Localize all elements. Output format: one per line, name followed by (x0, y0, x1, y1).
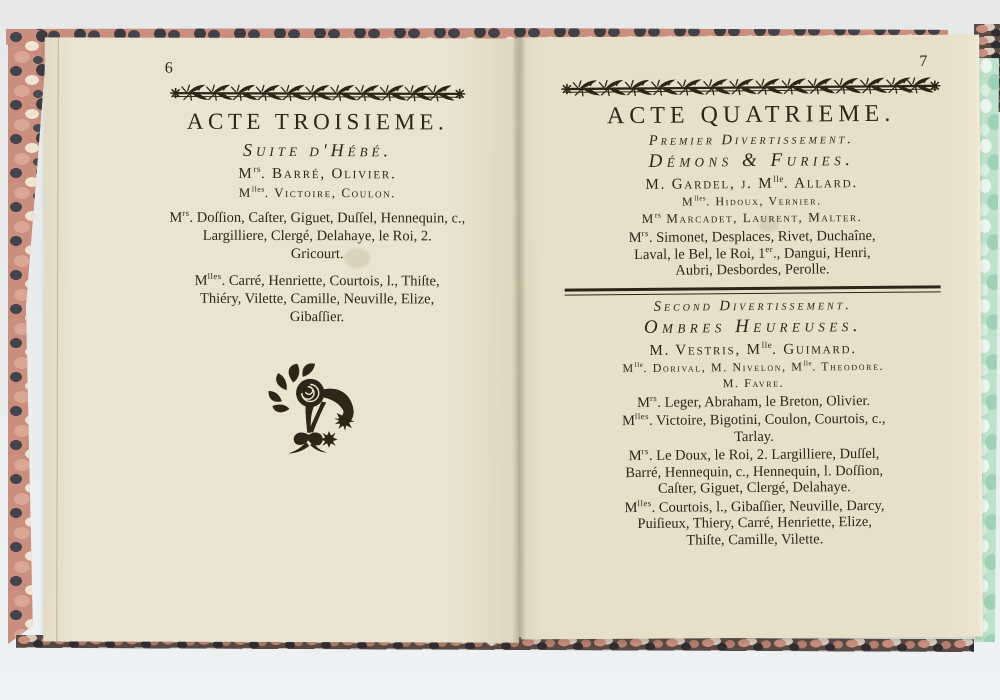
text-segment: M (194, 272, 208, 289)
superscript-abbreviation: rs (654, 210, 662, 220)
text-segment: M. Gardel, j. M (645, 175, 774, 193)
text-line (560, 427, 948, 447)
text-segment: Thiéry, Vilette, Camille, Neuville, Elize, (199, 290, 435, 308)
ombres-heureuses-title: Ombres Heureuses. (643, 314, 863, 338)
vestris-guimard-line (559, 340, 947, 360)
text-segment: M (238, 184, 252, 200)
text-segment: . Allard. (783, 175, 859, 192)
page-right (517, 35, 983, 640)
ombres-men-second-paragraph (560, 445, 948, 498)
superscript-abbreviation: lles (207, 270, 222, 281)
scene-title-suite-d-hebe: Suite d'Hébé. (242, 139, 392, 161)
text-segment: . Barré, Olivier. (260, 165, 397, 183)
text-segment: . Simonet, Desplaces, Rivet, Duchaîne, (648, 227, 876, 246)
principal-men-line (156, 163, 478, 184)
text-segment: M (637, 394, 651, 411)
ombres-women-first-paragraph (560, 410, 948, 446)
text-segment: M. Vestris, M (649, 341, 762, 359)
text-line (156, 246, 478, 265)
text-line (156, 270, 478, 292)
superscript-abbreviation: lles (634, 411, 650, 422)
superscript-abbreviation: rs (649, 392, 658, 403)
demons-et-furies-title: Démons & Furies. (648, 149, 855, 172)
superscript-abbreviation: rs (182, 207, 190, 218)
first-divertissement-heading: Premier Divertissement. (648, 131, 854, 149)
text-segment: M (621, 413, 636, 430)
ombres-men-first-paragraph (560, 392, 948, 412)
page-left-text-blocks (156, 109, 479, 463)
favre-line (559, 374, 947, 392)
book-cover-left-edge (8, 30, 48, 644)
text-segment: Largilliere, Clergé, Delahaye, le Roi, 2. (202, 227, 432, 245)
act-three-title: ACTE TROISIEME. (186, 108, 449, 135)
text-line (560, 478, 948, 498)
text-segment: M (169, 209, 183, 226)
text-segment: M (628, 448, 642, 465)
text-segment: Caſter, Giguet, Clergé, Delahaye. (657, 479, 851, 497)
page-left-content (156, 84, 479, 463)
page-right-content (557, 76, 949, 550)
page-number-right: 7 (919, 52, 928, 70)
headpiece-garland-icon (560, 76, 942, 96)
text-segment: M (681, 194, 695, 209)
superscript-abbreviation: lles (251, 184, 265, 194)
superscript-abbreviation: rs (641, 228, 649, 239)
text-segment: . Dorival, M. Nivelon, M (643, 359, 804, 375)
superscript-abbreviation: rs (641, 446, 649, 457)
text-segment: Gricourt. (290, 245, 344, 263)
text-segment: Barré, Hennequin, c., Hennequin, l. Doſſion, (625, 462, 884, 481)
text-segment: . Leger, Abraham, le Breton, Olivier. (657, 392, 871, 411)
superscript-abbreviation: lles (637, 497, 652, 508)
text-segment: . Guimard. (772, 340, 857, 358)
ombres-women-second-paragraph (560, 497, 948, 550)
text-segment: M (641, 210, 655, 226)
text-segment: . Victoire, Coulon. (264, 184, 397, 201)
floral-vignette-ornament (156, 360, 478, 462)
section-divider-rule (564, 285, 940, 295)
text-segment: . Victoire, Bigotini, Coulon, Courtois, c., (648, 410, 886, 429)
superscript-abbreviation: lle (634, 360, 644, 369)
text-segment: M. Favre. (722, 375, 785, 390)
text-segment: M (628, 229, 642, 247)
text-segment: . Theodore. (812, 358, 885, 374)
text-segment: Aubri, Desbordes, Perolle. (675, 261, 830, 279)
text-line (156, 291, 478, 310)
text-segment: Laval, le Bel, le Roi, 1 (634, 245, 766, 263)
rule-thick (564, 285, 940, 291)
text-segment: M (624, 499, 638, 516)
gardel-allard-line (558, 174, 946, 194)
text-segment: Gibaſſier. (289, 308, 345, 326)
superscript-abbreviation: er (765, 243, 774, 254)
text-segment: . Doſſion, Caſter, Giguet, Duſſel, Hennequin, c., (189, 209, 466, 227)
text-segment: . Le Doux, le Roi, 2. Largilliere, Duſſel, (648, 445, 880, 464)
text-segment: Tarlay. (734, 428, 774, 445)
text-segment: ., Dangui, Henri, (773, 244, 871, 262)
text-line (560, 392, 948, 412)
text-segment: . Hidoux, Vernier. (706, 193, 822, 209)
headpiece-garland-icon (169, 84, 467, 102)
floral-bouquet-icon (265, 361, 369, 457)
text-line (561, 530, 949, 550)
page-right-text-blocks (557, 100, 949, 550)
superscript-abbreviation: lle (761, 339, 773, 350)
corps-women-paragraph (156, 270, 478, 328)
text-line (156, 228, 478, 247)
page-number-left: 6 (164, 59, 173, 77)
text-segment: . Courtois, l., Gibaſſier, Neuville, Darcy, (651, 497, 885, 516)
corps-men-paragraph (156, 207, 478, 265)
act-four-title: ACTE QUATRIEME. (606, 100, 896, 130)
marcadet-laurent-malter-line (558, 208, 946, 227)
superscript-abbreviation: lle (773, 173, 784, 184)
rule-thin (564, 291, 940, 295)
superscript-abbreviation: rs (253, 163, 261, 174)
second-divertissement-heading: Second Divertissement. (653, 296, 852, 315)
text-segment: . Carré, Henriette, Courtois, l., Thiſte, (221, 272, 440, 290)
demons-corps-paragraph (558, 227, 946, 280)
text-segment: M (622, 360, 635, 375)
text-segment: M (238, 165, 254, 182)
page-left (43, 37, 521, 642)
text-segment: Marcadet, Laurent, Malter. (661, 209, 863, 226)
text-line (558, 260, 946, 280)
superscript-abbreviation: lles (694, 194, 707, 203)
text-segment: Puiſieux, Thiery, Carré, Henriette, Elize, (637, 514, 872, 533)
text-line (156, 309, 478, 328)
text-line (156, 207, 478, 229)
superscript-abbreviation: lle (803, 359, 813, 368)
text-segment: Thiſte, Camille, Vilette. (686, 531, 824, 549)
principal-women-line (156, 185, 478, 202)
